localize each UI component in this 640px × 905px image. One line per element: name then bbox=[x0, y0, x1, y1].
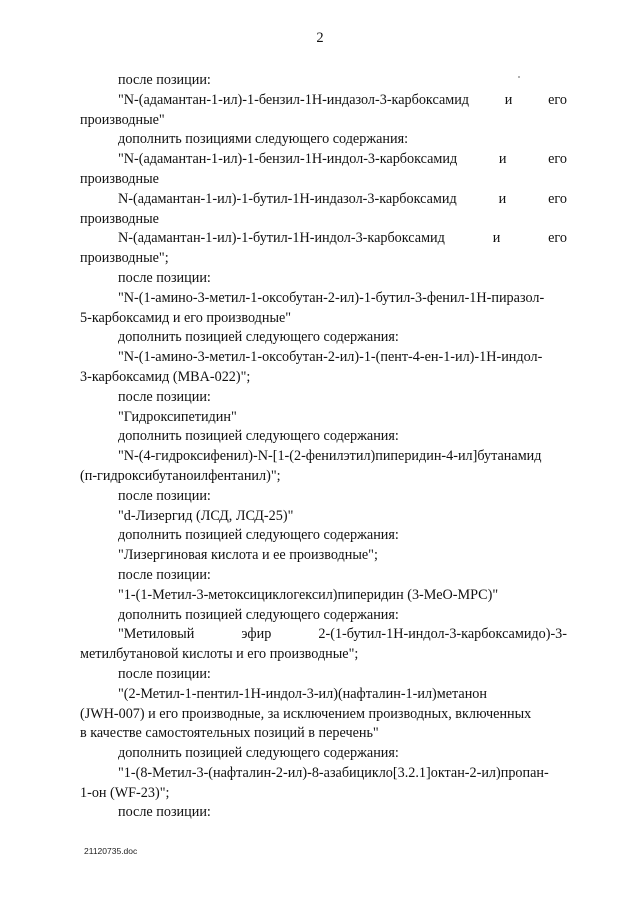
substance-line: "N-(1-амино-3-метил-1-оксобутан-2-ил)-1-(пент-4-ен-1-ил)-1Н-индол- bbox=[118, 349, 543, 366]
substance-line: 3-карбоксамид (MBA-022)"; bbox=[80, 368, 251, 385]
substance-line: "(2-Метил-1-пентил-1Н-индол-3-ил)(нафталин-1-ил)метанон bbox=[118, 685, 487, 702]
instruction-line: после позиции: bbox=[118, 566, 211, 583]
substance-line: 1-он (WF-23)"; bbox=[80, 784, 170, 801]
substance-line: 5-карбоксамид и его производные" bbox=[80, 309, 292, 326]
substance-line: "Гидроксипетидин" bbox=[118, 408, 237, 425]
page-number: 2 bbox=[316, 30, 324, 46]
instruction-line: дополнить позицией следующего содержания: bbox=[118, 428, 399, 445]
instruction-line: после позиции: bbox=[118, 72, 211, 88]
substance-line: производные"; bbox=[80, 250, 169, 267]
substance-line: "1-(1-Метил-3-метоксициклогексил)пиперидин (3-МеО-МРС)" bbox=[118, 586, 499, 603]
instruction-line: после позиции: bbox=[118, 487, 211, 504]
document-body bbox=[80, 71, 567, 823]
substance-line: метилбутановой кислоты и его производные"; bbox=[80, 646, 359, 663]
substance-line: N-(адамантан-1-ил)-1-бутил-1Н-индазол-3-карбоксамид и его bbox=[118, 190, 567, 207]
substance-line: N-(адамантан-1-ил)-1-бутил-1Н-индол-3-карбоксамид и его bbox=[118, 230, 567, 247]
instruction-line: дополнить позициями следующего содержания: bbox=[118, 131, 409, 148]
substance-line: "d-Лизергид (ЛСД, ЛСД-25)" bbox=[118, 507, 294, 524]
instruction-line: дополнить позицией следующего содержания: bbox=[118, 527, 399, 544]
substance-line: производные bbox=[80, 170, 159, 187]
instruction-line: дополнить позицией следующего содержания: bbox=[118, 329, 399, 346]
substance-line: производные bbox=[80, 210, 159, 227]
substance-line: "Метиловый эфир 2-(1-бутил-1Н-индол-3-карбоксамидо)-3- bbox=[118, 626, 567, 643]
substance-line: в качестве самостоятельных позиций в перечень" bbox=[80, 725, 379, 742]
substance-line: "N-(4-гидроксифенил)-N-[1-(2-фенилэтил)пиперидин-4-ил]бутанамид bbox=[118, 448, 542, 465]
substance-line: "N-(1-амино-3-метил-1-оксобутан-2-ил)-1-бутил-3-фенил-1Н-пиразол- bbox=[118, 289, 545, 306]
instruction-line: после позиции: bbox=[118, 665, 211, 682]
substance-line: "N-(адамантан-1-ил)-1-бензил-1Н-индол-3-карбоксамид и его bbox=[118, 151, 567, 168]
instruction-line: после позиции: bbox=[118, 804, 211, 821]
instruction-line: после позиции: bbox=[118, 269, 211, 286]
substance-line: "N-(адамантан-1-ил)-1-бензил-1Н-индазол-3-карбоксамид и его bbox=[118, 91, 567, 108]
substance-line: "1-(8-Метил-3-(нафталин-2-ил)-8-азабицикло[3.2.1]октан-2-ил)пропан- bbox=[118, 764, 549, 781]
substance-line: производные" bbox=[80, 111, 165, 128]
instruction-line: дополнить позицией следующего содержания: bbox=[118, 606, 399, 623]
substance-line: (JWH-007) и его производные, за исключением производных, включенных bbox=[80, 705, 532, 722]
substance-line: "Лизергиновая кислота и ее производные"; bbox=[118, 547, 378, 564]
substance-line: (п-гидроксибутаноилфентанил)"; bbox=[80, 467, 281, 484]
instruction-line: после позиции: bbox=[118, 388, 211, 405]
file-name-footer: 21120735.doc bbox=[84, 846, 138, 856]
instruction-line: дополнить позицией следующего содержания: bbox=[118, 745, 399, 762]
